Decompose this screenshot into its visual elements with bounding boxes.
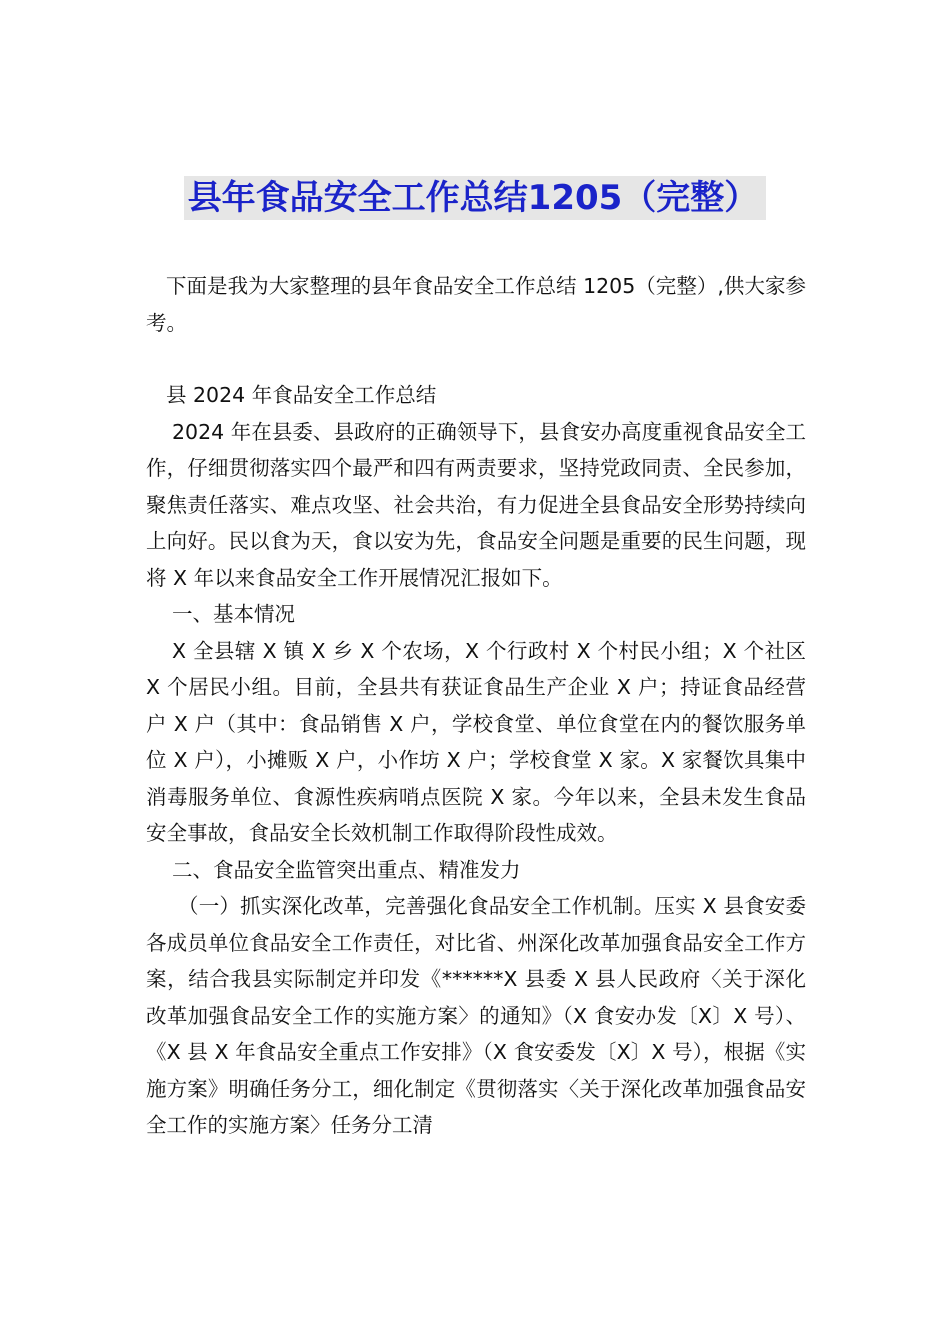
- document-title: 县年食品安全工作总结1205（完整）: [184, 176, 767, 220]
- subheading-basic-situation: 一、基本情况: [172, 602, 295, 626]
- body-paragraph: X 全县辖 X 镇 X 乡 X 个农场，X 个行政村 X 个村民小组；X 个社区 X 个居民小组。目前，全县共有获证食品生产企业 X 户；持证食品经营户 X 户（其中：食品销售 X 户，学校食堂、单位食堂在内的餐饮服务单位 X 户），小摊贩 X 户，小作坊 X 户；学校食堂 X 家。X 家餐饮具集中消毒服务单位、食源性疾病哨点医院 X 家。今年以来，全县未发生食品安全事故，食品安全长效机制工作取得阶段性成效。: [146, 638, 806, 845]
- subheading-supervision: 二、食品安全监管突出重点、精准发力: [172, 857, 521, 882]
- body-paragraph: （一）抓实深化改革，完善强化食品安全工作机制。压实 X 县食安委各成员单位食品安全工作责任，对比省、州深化改革加强食品安全工作方案，结合我县实际制定并印发《******X 县委 X 县人民政府〈关于深化改革加强食品安全工作的实施方案〉的通知》（X 食安办发〔X〕X 号）、《X 县 X 年食品安全重点工作安排》（X 食安委发〔X〕X 号），根据《实施方案》明确任务分工，细化制定《贯彻落实〈关于深化改革加强食品安全工作的实施方案〉任务分工清: [146, 894, 806, 1137]
- intro-paragraph: 下面是我为大家整理的县年食品安全工作总结 1205（完整）,供大家参考。: [146, 274, 806, 335]
- body-paragraph: 2024 年在县委、县政府的正确领导下，县食安办高度重视食品安全工作，仔细贯彻落实四个最严和四有两责要求，坚持党政同责、全民参加，聚焦责任落实、难点攻坚、社会共治，有力促进全县食品安全形势持续向上向好。民以食为天，食以安为先，食品安全问题是重要的民生问题，现将 X 年以来食品安全工作开展情况汇报如下。: [146, 419, 806, 590]
- document-body: [146, 268, 806, 1144]
- section-heading: 县 2024 年食品安全工作总结: [166, 383, 437, 407]
- title-container: [0, 176, 950, 220]
